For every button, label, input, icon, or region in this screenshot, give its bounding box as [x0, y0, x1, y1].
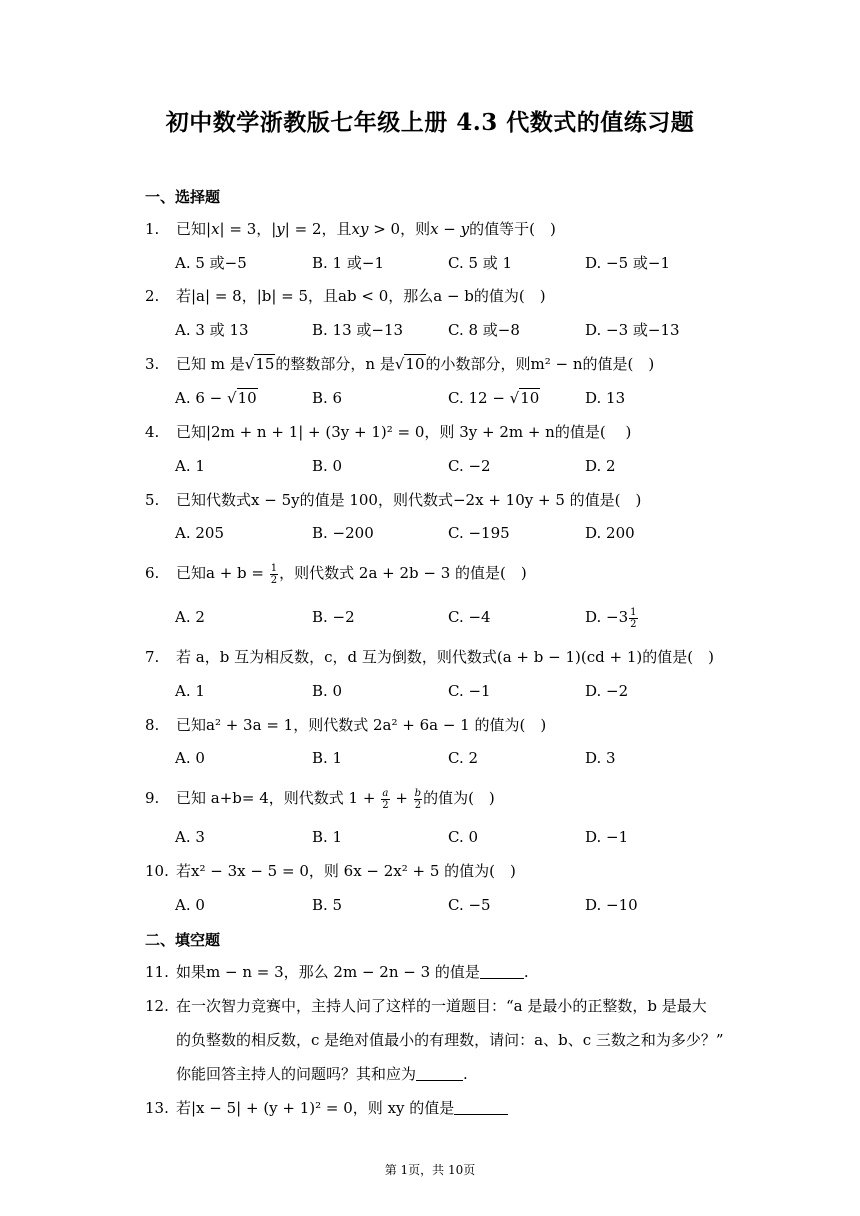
option-b: B. 0: [312, 457, 343, 475]
question-stem: 若|a| = 8，|b| = 5，且ab < 0，那么a − b的值为( ): [176, 287, 546, 305]
answer-blank[interactable]: [480, 963, 524, 979]
question-number: 4.: [145, 423, 160, 441]
question-3: 3. 已知 m 是√15的整数部分，n 是√10的小数部分，则m² − n的值是( ): [145, 355, 655, 373]
option-d: D. 3: [585, 749, 616, 767]
question-1: 1. 已知|x| = 3，|y| = 2，且xy > 0，则x − y的值等于( ): [145, 220, 556, 238]
page-title: 初中数学浙教版七年级上册 4.3 代数式的值练习题: [165, 109, 695, 136]
document-page: 初中数学浙教版七年级上册 4.3 代数式的值练习题 一、选择题 1. 已知|x| = 3，|y| = 2，且xy > 0，则x − y的值等于( ) A. 5 或−5 B. 1 或−1 C. 5 或 1 D. −5 或−1 2. 若|a| = 8，|b| = 5，且ab < 0，那么a − b的值为( ) A. 3 或 13 B. 13 或−13 C. 8 或−8 D. −3 或−13 3. 已知 m 是√15的整数部分，n 是√10的小数部分，则m² − n的值是( ) A. 6 − √10 B. 6 C. 12 − √10 D. 13 4. 已知|2m + n + 1| + (3y + 1)² = 0，则 3y + 2m + n的值是( ) A. 1 B. 0 C. −2 D. 2 5. 已知代数式x − 5y的值是 100，则代数式−2x + 10y + 5 的值是( ) A. 205 B. −200 C. −195 D. 200 6. 已知a + b = $\frac{1}{2}$ ，则代数式 2a + 2b − 3 的值是( ) A. 2 B. −2 C. −4 D. −3 $\frac{1}{2}$ 7. 若 a，b 互为相反数，c，d 互为倒数，则代数式(a + b − 1)(cd + 1)的值是( ) A. 1 B. 0 C. −1 D. −2 8. 已知a² + 3a = 1，则代数式 2a² + 6a − 1 的值为( ) A. 0 B. 1 C. 2 D. 3 9. 已知 a+b= 4，则代数式 1 + $\frac{a}{2}$ + $\frac{b}{2}$ 的值为( ) A. 3 B. 1 C. 0 D. −1 10. 若x² − 3x − 5 = 0，则 6x − 2x² + 5 的值为( ) A. 0 B. 5 C. −5 D. −10 二、填空题 11. 如果m − n = 3，那么 2m − 2n − 3 的值是 . 12. 在一次智力竞赛中，主持人问了这样的一道题目：“a 是最小的正整数，b 是最大 的负整数的相反数，c 是绝对值最小的有理数，请问：a、b、c 三数之和为多少？” 你能回答主持人的问题吗？其和应为 . 13. 若|x − 5| + (y + 1)² = 0，则 xy 的值是 第 1页，共 10页: [0, 0, 860, 1216]
question-stem: 已知|2m + n + 1| + (3y + 1)² = 0，则 3y + 2m + n的值是( ): [176, 423, 632, 441]
question-stem: 若 a，b 互为相反数，c，d 互为倒数，则代数式(a + b − 1)(cd + 1)的值是( ): [176, 648, 714, 666]
option-c: C. 8 或−8: [448, 321, 520, 339]
question-number: 6.: [145, 564, 160, 582]
option-c: C. −5: [448, 896, 491, 914]
question-number: 9.: [145, 789, 160, 807]
question-number: 3.: [145, 355, 160, 373]
page-footer: 第 1页，共 10页: [384, 1163, 476, 1177]
fraction-a-over-2: $\frac{a}{2}$: [382, 787, 389, 811]
option-a: A. 5 或−5: [175, 254, 247, 272]
question-13: 13. 若|x − 5| + (y + 1)² = 0，则 xy 的值是: [145, 1097, 508, 1119]
question-stem: 已知代数式x − 5y的值是 100，则代数式−2x + 10y + 5 的值是( ): [176, 491, 642, 509]
option-c: C. 12 − √10: [448, 389, 540, 407]
option-b: B. −200: [312, 524, 374, 542]
option-d: D. −5 或−1: [585, 254, 671, 272]
answer-blank[interactable]: [416, 1065, 463, 1081]
option-c: C. 0: [448, 828, 479, 846]
option-a: A. 2: [175, 608, 205, 626]
question-number: 7.: [145, 648, 160, 666]
option-d: D. −2: [585, 682, 629, 700]
question-number: 5.: [145, 491, 160, 509]
option-a: A. 3 或 13: [175, 321, 249, 339]
option-d: D. −10: [585, 896, 638, 914]
question-9: 9. 已知 a+b= 4，则代数式 1 + $\frac{a}{2}$ + $\frac{b}{2}$ 的值为( ): [145, 787, 495, 811]
option-d: D. 200: [585, 524, 635, 542]
option-a: A. 3: [175, 828, 205, 846]
option-a: A. 6 − √10: [175, 389, 257, 407]
fraction-b-over-2: $\frac{b}{2}$: [414, 787, 422, 811]
option-b: B. 1 或−1: [312, 254, 384, 272]
option-c: C. −4: [448, 608, 491, 626]
option-a: A. 1: [175, 457, 205, 475]
option-b: B. 0: [312, 682, 343, 700]
question-6: 6. 已知a + b = $\frac{1}{2}$ ，则代数式 2a + 2b − 3 的值是( ): [145, 562, 527, 586]
option-d: D. −3 或−13: [585, 321, 680, 339]
question-stem: 若x² − 3x − 5 = 0，则 6x − 2x² + 5 的值为( ): [176, 862, 516, 880]
option-c: C. −1: [448, 682, 491, 700]
section-heading-fill: 二、填空题: [145, 931, 221, 949]
option-c: C. 5 或 1: [448, 254, 513, 272]
section-heading-choice: 一、选择题: [145, 188, 221, 206]
option-c: C. −2: [448, 457, 491, 475]
sqrt-10: √10: [394, 355, 425, 373]
answer-blank[interactable]: [454, 1099, 508, 1115]
option-a: A. 0: [175, 749, 205, 767]
question-number: 8.: [145, 716, 160, 734]
option-b: B. 1: [312, 828, 343, 846]
option-d: D. −1: [585, 828, 629, 846]
question-number: 12.: [145, 997, 169, 1015]
question-8: [145, 714, 546, 736]
question-number: 10.: [145, 862, 169, 880]
option-b: B. −2: [312, 608, 355, 626]
option-d: D. −3 $\frac{1}{2}$: [585, 606, 637, 630]
question-number: 13.: [145, 1099, 169, 1117]
option-b: B. 1: [312, 749, 343, 767]
question-10: [145, 860, 516, 882]
question-11: 11. 如果m − n = 3，那么 2m − 2n − 3 的值是 .: [145, 963, 529, 981]
question-number: 2.: [145, 287, 160, 305]
question-stem: 已知a² + 3a = 1，则代数式 2a² + 6a − 1 的值为( ): [176, 716, 547, 734]
option-c: C. −195: [448, 524, 510, 542]
option-a: A. 1: [175, 682, 205, 700]
option-a: A. 0: [175, 896, 205, 914]
fraction-one-half: $\frac{1}{2}$: [270, 562, 278, 586]
option-b: B. 13 或−13: [312, 321, 404, 339]
option-c: C. 2: [448, 749, 479, 767]
option-b: B. 6: [312, 389, 343, 407]
question-2: [145, 285, 546, 307]
question-number: 1.: [145, 220, 160, 238]
sqrt-15: √15: [244, 355, 275, 373]
question-4: [145, 421, 631, 443]
question-5: [145, 489, 641, 511]
option-b: B. 5: [312, 896, 343, 914]
option-a: A. 205: [175, 524, 224, 542]
option-d: D. 2: [585, 457, 616, 475]
question-number: 11.: [145, 963, 169, 981]
option-d: D. 13: [585, 389, 626, 407]
question-7: [145, 646, 714, 668]
